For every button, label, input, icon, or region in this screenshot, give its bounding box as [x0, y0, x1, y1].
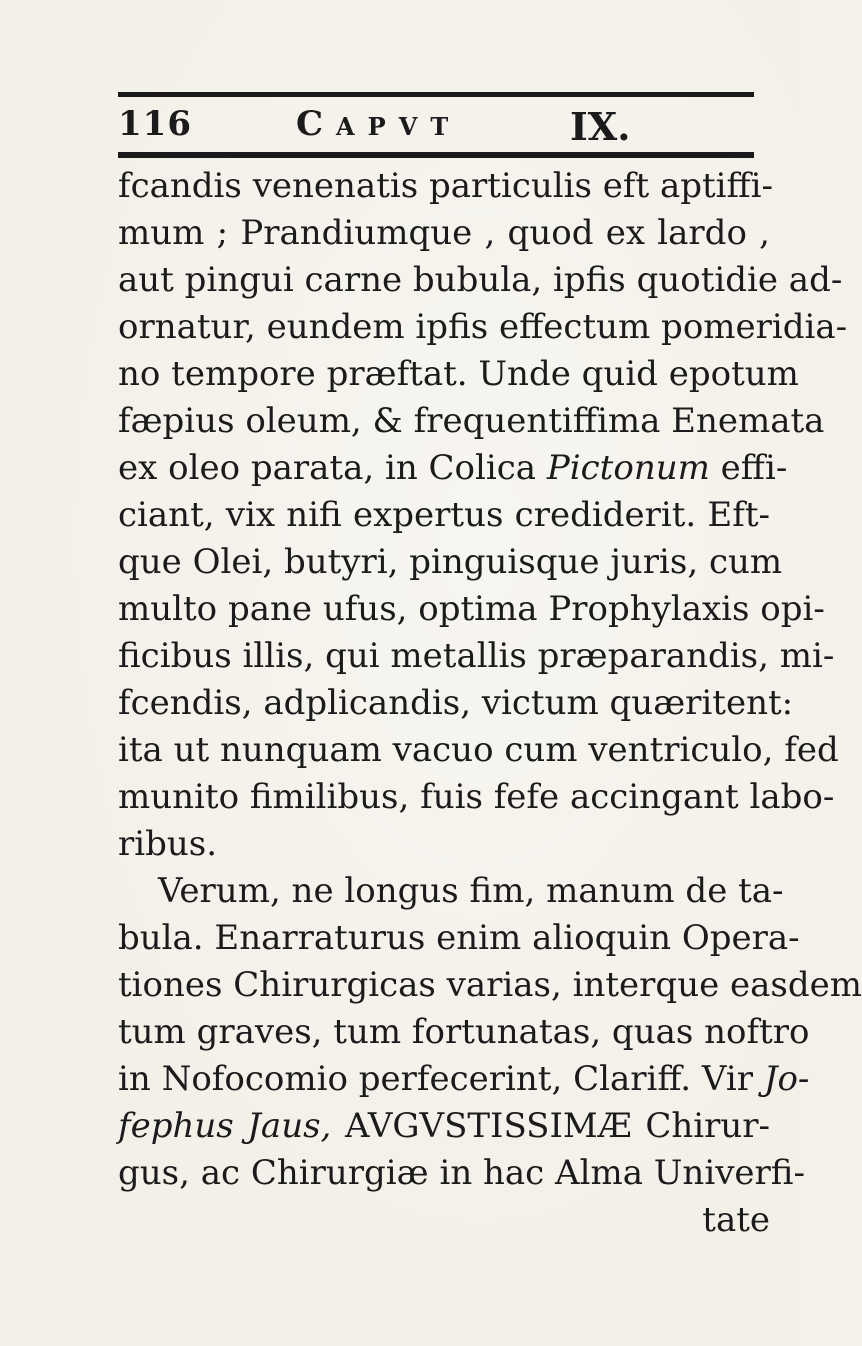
- text-line: fæpius oleum, & frequentiffima Enemata: [118, 401, 825, 441]
- body-text: [118, 163, 862, 1244]
- text-line: mum ; Prandiumque , quod ex lardo ,: [118, 213, 770, 253]
- running-head: Capvt: [296, 104, 462, 144]
- text-line: fcendis, adplicandis, victum quæritent:: [118, 683, 794, 723]
- text-line: fcandis venenatis particulis eft aptiffi-: [118, 166, 774, 206]
- text-line: ornatur, eundem ipfis effectum pomeridia-: [118, 307, 848, 347]
- text-segment: AVGVSTISSIMÆ Chirur-: [344, 1106, 771, 1146]
- text-line: ciant, vix nifi expertus crediderit. Eft-: [118, 495, 770, 535]
- text-line: tum graves, tum fortunatas, quas noftro: [118, 1012, 810, 1052]
- italic-name-sephus-jaus: fephus Jaus,: [118, 1106, 332, 1146]
- page-number: 116: [118, 104, 192, 144]
- catchword: tate: [702, 1200, 770, 1240]
- text-line: no tempore præftat. Unde quid epotum: [118, 354, 799, 394]
- text-line: [118, 1103, 770, 1150]
- text-line: ficibus illis, qui metallis præparandis, mi-: [118, 636, 835, 676]
- text-segment: in Nofocomio perfecerint, Clariff. Vir: [118, 1059, 753, 1099]
- header-rule-bottom: [118, 152, 754, 158]
- text-line: gus, ac Chirurgiæ in hac Alma Univerfi-: [118, 1153, 805, 1193]
- page-header: [118, 100, 754, 150]
- text-line: Verum, ne longus fim, manum de ta-: [158, 871, 784, 911]
- text-line: tiones Chirurgicas varias, interque easdem: [118, 965, 862, 1005]
- text-line: multo pane ufus, optima Prophylaxis opi-: [118, 589, 825, 629]
- text-line: [118, 1056, 810, 1103]
- italic-word-jo: Jo-: [763, 1059, 810, 1099]
- header-rule-top: [118, 92, 754, 97]
- text-line: bula. Enarraturus enim alioquin Opera-: [118, 918, 800, 958]
- italic-word-pictonum: Pictonum: [546, 448, 710, 488]
- text-line: que Olei, butyri, pinguisque juris, cum: [118, 542, 783, 582]
- text-line: munito fimilibus, fuis fefe accingant labo-: [118, 777, 835, 817]
- text-segment: effi-: [720, 448, 788, 488]
- text-line: aut pingui carne bubula, ipfis quotidie ad-: [118, 260, 843, 300]
- text-line: ribus.: [118, 824, 218, 864]
- text-line: ita ut nunquam vacuo cum ventriculo, fed: [118, 730, 839, 770]
- chapter-number: IX.: [570, 104, 631, 149]
- text-segment: ex oleo parata, in Colica: [118, 448, 537, 488]
- text-line: [118, 445, 788, 492]
